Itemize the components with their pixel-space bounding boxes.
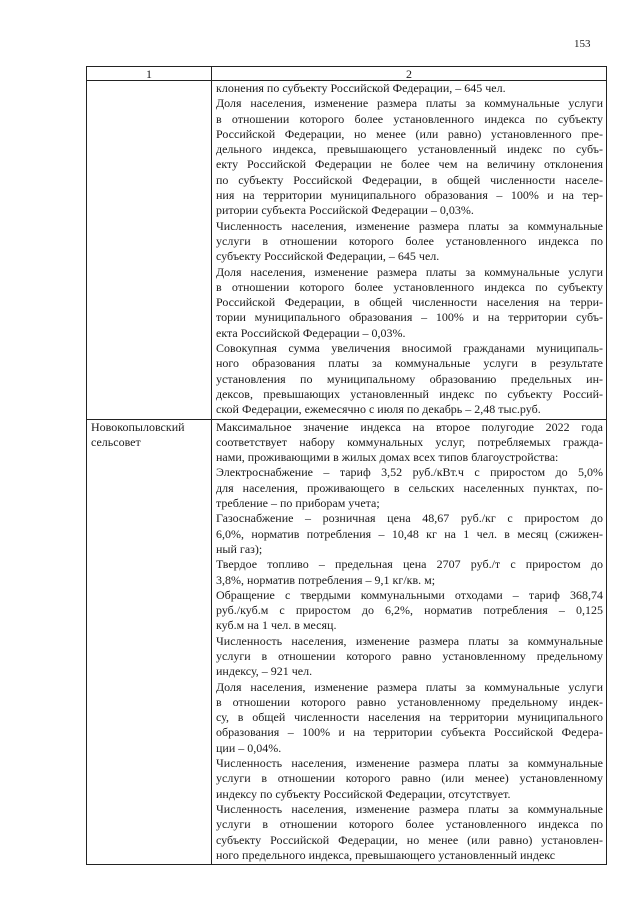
text-line: в отношении которого более установленного индекса по субъекту <box>216 111 603 126</box>
text-line: 3,8%, норматив потребления – 9,1 кг/кв. м; <box>216 572 436 587</box>
text-line: ции – 0,04%. <box>216 740 282 755</box>
text-line: тории муниципального образования – 100% и на территории субъ- <box>216 310 603 325</box>
text-line: 6,0%, норматив потребления – 10,48 кг на 1 чел. в месяц (сжижен- <box>216 526 603 541</box>
text-line: Численность населения, изменение размера платы за коммунальные <box>216 756 603 771</box>
text-line: Доля населения, изменение размера платы за коммунальные услуги <box>216 96 603 111</box>
text-line: соответствует набору коммунальных услуг, потребляемых гражда- <box>216 434 603 449</box>
text-line: су, в общей численности населения на территории муниципального <box>216 710 603 725</box>
paragraph <box>216 81 603 96</box>
text-line: индексу по субъекту Российской Федерации, отсутствует. <box>216 786 511 801</box>
text-line: Численность населения, изменение размера платы за коммунальные <box>216 801 603 816</box>
description-cell <box>212 419 607 865</box>
text-line: ния на территории муниципального образования – 100% и на тер- <box>216 188 603 203</box>
text-line: Твердое топливо – предельная цена 2707 руб./т с приростом до <box>216 557 603 572</box>
text-line: Обращение с твердыми коммунальными отходами – тариф 368,74 <box>216 587 603 602</box>
text-line: Совокупная сумма увеличения вносимой гражданами муниципаль- <box>216 341 603 356</box>
text-line: Доля населения, изменение размера платы за коммунальные услуги <box>216 264 603 279</box>
text-line: субъекту Российской Федерации, но менее (или равно) установлен- <box>216 832 603 847</box>
text-line: Максимальное значение индекса на второе полугодие 2022 года <box>216 419 603 434</box>
text-line: дексов, превышающих установленный индекс по субъекту Россий- <box>216 386 603 401</box>
text-line: клонения по субъекту Российской Федерации, – 645 чел. <box>216 81 506 95</box>
text-line: ного образования платы за коммунальные услуги в результате <box>216 356 603 371</box>
description-cell <box>212 81 607 420</box>
column-header-1: 1 <box>87 67 212 81</box>
text-line: установления по муниципальному образованию предельных ин- <box>216 371 603 386</box>
table-header-row <box>87 67 607 81</box>
data-table <box>86 66 607 865</box>
table-row <box>87 419 607 865</box>
text-line: Численность населения, изменение размера платы за коммунальные <box>216 218 603 233</box>
text-line: услуги в отношении которого равно установленному предельному <box>216 648 603 663</box>
text-line: Российской Федерации, в общей численности населения на терри- <box>216 295 603 310</box>
text-line: екту Российской Федерации не более чем на величину отклонения <box>216 157 603 172</box>
text-line: Газоснабжение – розничная цена 48,67 руб./кг с приростом до <box>216 511 603 526</box>
text-line: Доля населения, изменение размера платы за коммунальные услуги <box>216 679 603 694</box>
text-line: услуги в отношении которого более установленного индекса по <box>216 233 603 248</box>
paragraph <box>216 465 603 511</box>
paragraph <box>216 420 603 466</box>
text-line: субъекту Российской Федерации, – 645 чел. <box>216 249 440 264</box>
text-line: образования – 100% и на территории субъекта Российской Федера- <box>216 725 603 740</box>
paragraph <box>216 802 603 863</box>
paragraph <box>216 557 603 588</box>
text-line: услуги в отношении которого более установленного индекса по <box>216 817 603 832</box>
paragraph <box>216 588 603 634</box>
text-line: куб.м на 1 чел. в месяц. <box>216 618 337 633</box>
text-line: Численность населения, изменение размера платы за коммунальные <box>216 633 603 648</box>
text-line: дельного индекса, превышающего установленный индекс по субъ- <box>216 142 603 157</box>
text-line: нами, проживающими в жилых домах всех типов благоустройства: <box>216 450 559 465</box>
text-line: по субъекту Российской Федерации, в общей численности населе- <box>216 172 603 187</box>
paragraph <box>216 756 603 802</box>
text-line: руб./куб.м с приростом до 6,2%, норматив потребления – 0,125 <box>216 603 603 618</box>
text-line: услуги в отношении которого равно (или менее) установленному <box>216 771 603 786</box>
page-number: 153 <box>574 38 591 50</box>
text-line: для населения, проживающего в сельских населенных пунктах, по- <box>216 480 603 495</box>
text-line: ритории субъекта Российской Федерации – 0,03%. <box>216 203 474 218</box>
paragraph <box>216 265 603 341</box>
region-name-cell: Новокопыловский сельсовет <box>87 419 212 865</box>
text-line: ного предельного индекса, превышающего установленный индекс <box>216 847 556 862</box>
text-line: индексу, – 921 чел. <box>216 664 313 679</box>
text-line: Электроснабжение – тариф 3,52 руб./кВт.ч с приростом до 5,0% <box>216 465 603 480</box>
column-header-2: 2 <box>212 67 607 81</box>
paragraph <box>216 511 603 557</box>
text-line: ской Федерации, ежемесячно с июля по декабрь – 2,48 тыс.руб. <box>216 402 541 417</box>
text-line: екта Российской Федерации – 0,03%. <box>216 325 406 340</box>
table-row <box>87 81 607 420</box>
text-line: ный газ); <box>216 541 263 556</box>
text-line: в отношении которого равно установленному предельному индек- <box>216 694 603 709</box>
text-line: в отношении которого более установленного индекса по субъекту <box>216 279 603 294</box>
text-line: Российской Федерации, но менее (или равно) установленного пре- <box>216 126 603 141</box>
region-name-cell <box>87 81 212 420</box>
paragraph <box>216 634 603 680</box>
paragraph <box>216 219 603 265</box>
paragraph <box>216 96 603 218</box>
paragraph <box>216 680 603 756</box>
text-line: требление – по приборам учета; <box>216 496 380 511</box>
paragraph <box>216 341 603 417</box>
